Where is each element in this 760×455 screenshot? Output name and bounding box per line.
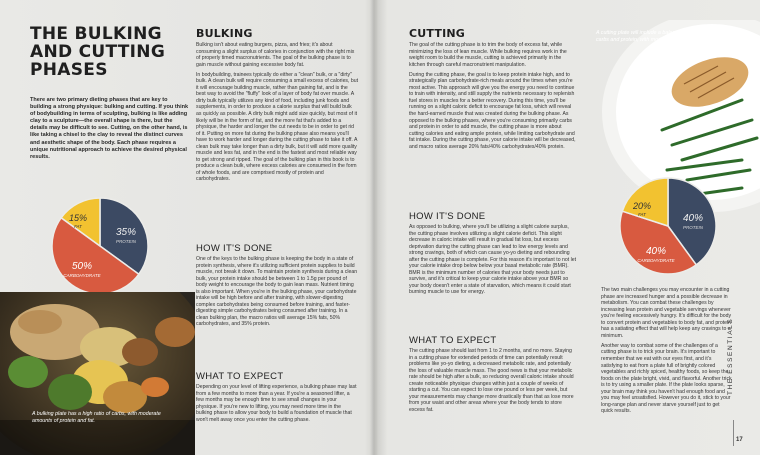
- cutting-protein-percent: 40%: [682, 213, 704, 224]
- folio-divider: [733, 420, 734, 446]
- bulking-macro-pie: [50, 196, 150, 296]
- cutting-body: [409, 42, 577, 154]
- bulking-expect-body: [196, 384, 358, 427]
- cutting-macro-pie: [618, 176, 718, 276]
- cutting-carb-label: CARBOHYDRATE: [637, 258, 675, 263]
- bulking-paragraph-1: Bulking isn't about eating burgers, pizza, and fries; it's about consuming a slight surplus of calories in conjunction with the right mix of properly timed macronutrients. The goal of the bulking phase is to gain muscle without gaining excessive body fat.: [196, 42, 355, 68]
- bulking-paragraph-2: In bodybuilding, trainees typically do either a "clean" bulk, or a "dirty" bulk. A clean bulk will require consuming a small excess of calories, but it will encourage building muscle, rather than gaining fat, and is the best way to avoid the "fluffy" look of a layer of body fat over muscle. A dirty bulk typically utilizes any kind of food, including junk foods and supplements, in order to produce a calorie surplus that will build bulk as quickly as possible. A dirty bulk might add size quickly, but most of it likely will be in the form of fat, and the more fat that's added to a physique, the harder and longer the cut needs to be in order to get rid of it. Putting on more fat during the bulking phase also means you'll have to work harder and longer during the cutting phase to take it off. A clean bulk may take longer than a dirty bulk, but it will add more quality muscle and less fat, and in the end is the fastest and most reliable way to get strong and ripped. The goal of the bulking plan in this book is to produce a clean bulk, where excess calories are consumed in the form of whole foods, and are comprised mostly of protein and carbohydrates.: [196, 71, 359, 183]
- bulking-protein-label: PROTEIN: [115, 239, 137, 244]
- bulking-plate-photo: [0, 292, 195, 455]
- cutting-how-body: [409, 224, 577, 300]
- bulking-carb-percent: 50%: [71, 261, 93, 272]
- cutting-right-paragraph-2: Another way to combat some of the challenges of a cutting phase is to trick your brain. It's important to remember that we eat with our eyes first, and it's satisfying to eat from a plate full of brightly colored vegetables and richly spiced, healthy foods, so keep the foods on the plate bright, vivid, and flavorful. Another trick is to try using a smaller plate. If the plate looks sparse, your brain may think you haven't had enough food and you may feel unsatisfied. However you do it, stick to your long-range plan and never starve yourself just to get quick results.: [601, 342, 732, 415]
- bulking-caption: A bulking plate has a high ratio of carbs, with moderate amounts of protein and fat.: [32, 411, 161, 424]
- bulking-how-paragraph: One of the keys to the bulking phase is keeping the body in a state of protein synthesis, where it's utilizing sufficient protein supplies to build muscle, not break it down. To maintain protein synthesis during a clean bulk, your protein intake should be between 1 to 1.5g per pound of body weight to encourage the body to gain lean mass. Nutrient timing is also important. When you're in the bulking phase, your carbohydrate intake will be high before and after training, with slower-digesting complex carbohydrates being consumed before training, and faster-digesting simple carbohydrates being consumed after training. In a clean bulking plan, the macro ratios will average 15% fats, 50% carbohydrates, and 35% protein.: [196, 256, 358, 328]
- page-gutter: [370, 0, 378, 455]
- bulking-pie-slices: [52, 198, 148, 294]
- bulking-how-body: [196, 256, 358, 332]
- cutting-expect-heading: WHAT TO EXPECT: [409, 335, 497, 346]
- cutting-heading: CUTTING: [409, 27, 465, 40]
- bulking-protein-percent: 35%: [115, 227, 137, 238]
- running-head: THE ESSENTIALS: [727, 317, 734, 395]
- cutting-expect-paragraph: The cutting phase should last from 1 to 2 months, and no more. Staying in a cutting phase for extended periods of time can potentially result problems like yo-yo dieting, a decreased metabolic rate, and potentially the loss of valuable muscle mass. The good news is that your metabolic rate should be high after a bulk, so reducing overall caloric intake should create noticeable physique changes within just a couple of weeks of starting a cut. You can expect to lose one pound or less per week, but your measurements may change more drastically than that as lose more from your waist and other areas where your the body tends to store excess fat.: [409, 348, 574, 413]
- cutting-how-paragraph: As opposed to bulking, where you'll be utilizing a slight calorie surplus, the cutting phase involves utilizing a slight calorie deficit. This slight decrease in caloric intake will result in gradual fat loss, but excess deprivation during the cutting phase can lead to low energy levels and strong cravings, both of which can cause yo-yo dieting and rebounding after the cutting phase is complete. For this reason it's important to not let your calorie intake drop below below your basal metabolic rate (BMR). BMR is the minimum number of calories that your body needs just to survive, and it's critical to keep your calorie intake above your BMR so your body doesn't enter a state of starvation, which means it could start burning muscle to use for energy.: [409, 224, 576, 296]
- cutting-right-body: [601, 287, 733, 418]
- cutting-fat-label: FAT: [638, 212, 646, 217]
- bulking-heading: BULKING: [196, 27, 253, 40]
- cutting-paragraph-2: During the cutting phase, the goal is to keep protein intake high, and to strategically plan carbohydrate-rich meals around the times when you're most active. This approach will give you the energy you need to continue to train with intensity, and still supply the nutrients necessary to replenish fuel stores in muscles for a better recovery. During this time, you'll be running on a slight caloric deficit to encourage fat loss, which will reveal the hard-earned muscle that was created during the bulking phase. As opposed to the bulking phases, where you're consuming primarily carbs and protein in order to add muscle, the cutting phase is more about cutting calories and eating ample protein, while limiting carbohydrate and fat intake. During the cutting phase, your calorie intake will be decreased, and macro ratios average 20% fats/40% carbohydrates/40% protein.: [409, 71, 576, 150]
- bulking-how-heading: HOW IT'S DONE: [196, 243, 273, 254]
- page-number: 17: [736, 437, 743, 443]
- bulking-carb-label: CARBOHYDRATE: [63, 273, 101, 278]
- bulking-expect-paragraph: Depending on your level of lifting experience, a bulking phase may last from a few months to more than a year. If you're a seasoned lifter, a few months may be enough time to see small changes in your physique. If you're new to lifting, you may need more time in the bulking phase to allow your body to build a foundation of muscle that won't melt away once you enter the cutting phase.: [196, 384, 357, 423]
- intro-paragraph: There are two primary dieting phases that are key to building a strong physique: bulking and cutting. If you think of bodybuilding in terms of sculpting, bulking is like adding clay to a sculpture—the overall shape is there, but the details may be difficult to see. Cutting, on the other hand, is like taking a chisel to the clay to reveal the distinct curves and aesthetic shape of the body. Each phase requires a unique nutritional approach to achieve the desired physical results.: [30, 97, 189, 160]
- bulking-expect-heading: WHAT TO EXPECT: [196, 371, 284, 382]
- bulking-body: [196, 42, 358, 186]
- bulking-fat-label: FAT: [74, 224, 82, 229]
- page-title: THE BULKING AND CUTTING PHASES: [30, 24, 166, 80]
- cutting-paragraph-1: The goal of the cutting phase is to trim the body of excess fat, while minimizing the loss of lean muscle. While bulking requires work in the weight room to build the muscle, cutting is achieved primarily in the kitchen through careful macronutrient manipulation.: [409, 42, 567, 68]
- cutting-protein-label: PROTEIN: [682, 225, 704, 230]
- cutting-fat-percent: 20%: [632, 201, 652, 211]
- bulking-fat-percent: 15%: [68, 213, 88, 223]
- cutting-expect-body: [409, 348, 577, 417]
- cutting-how-heading: HOW IT'S DONE: [409, 211, 486, 222]
- cutting-right-paragraph-1: The two main challenges you may encounter in a cutting phase are increased hunger and a possible decrease in metabolism. You can combat these challenges by increasing lean protein and vegetable servings whenever you're feeling excessively hungry. It's difficult for the body to convert protein and vegetables to body fat, and protein has a satiating effect that will help keep any cravings to a minimum.: [601, 287, 732, 339]
- cutting-caption: A cutting plate will include a balanced ratio of carbs and protein, with moderate fat.: [596, 30, 702, 43]
- cutting-carb-percent: 40%: [645, 246, 667, 257]
